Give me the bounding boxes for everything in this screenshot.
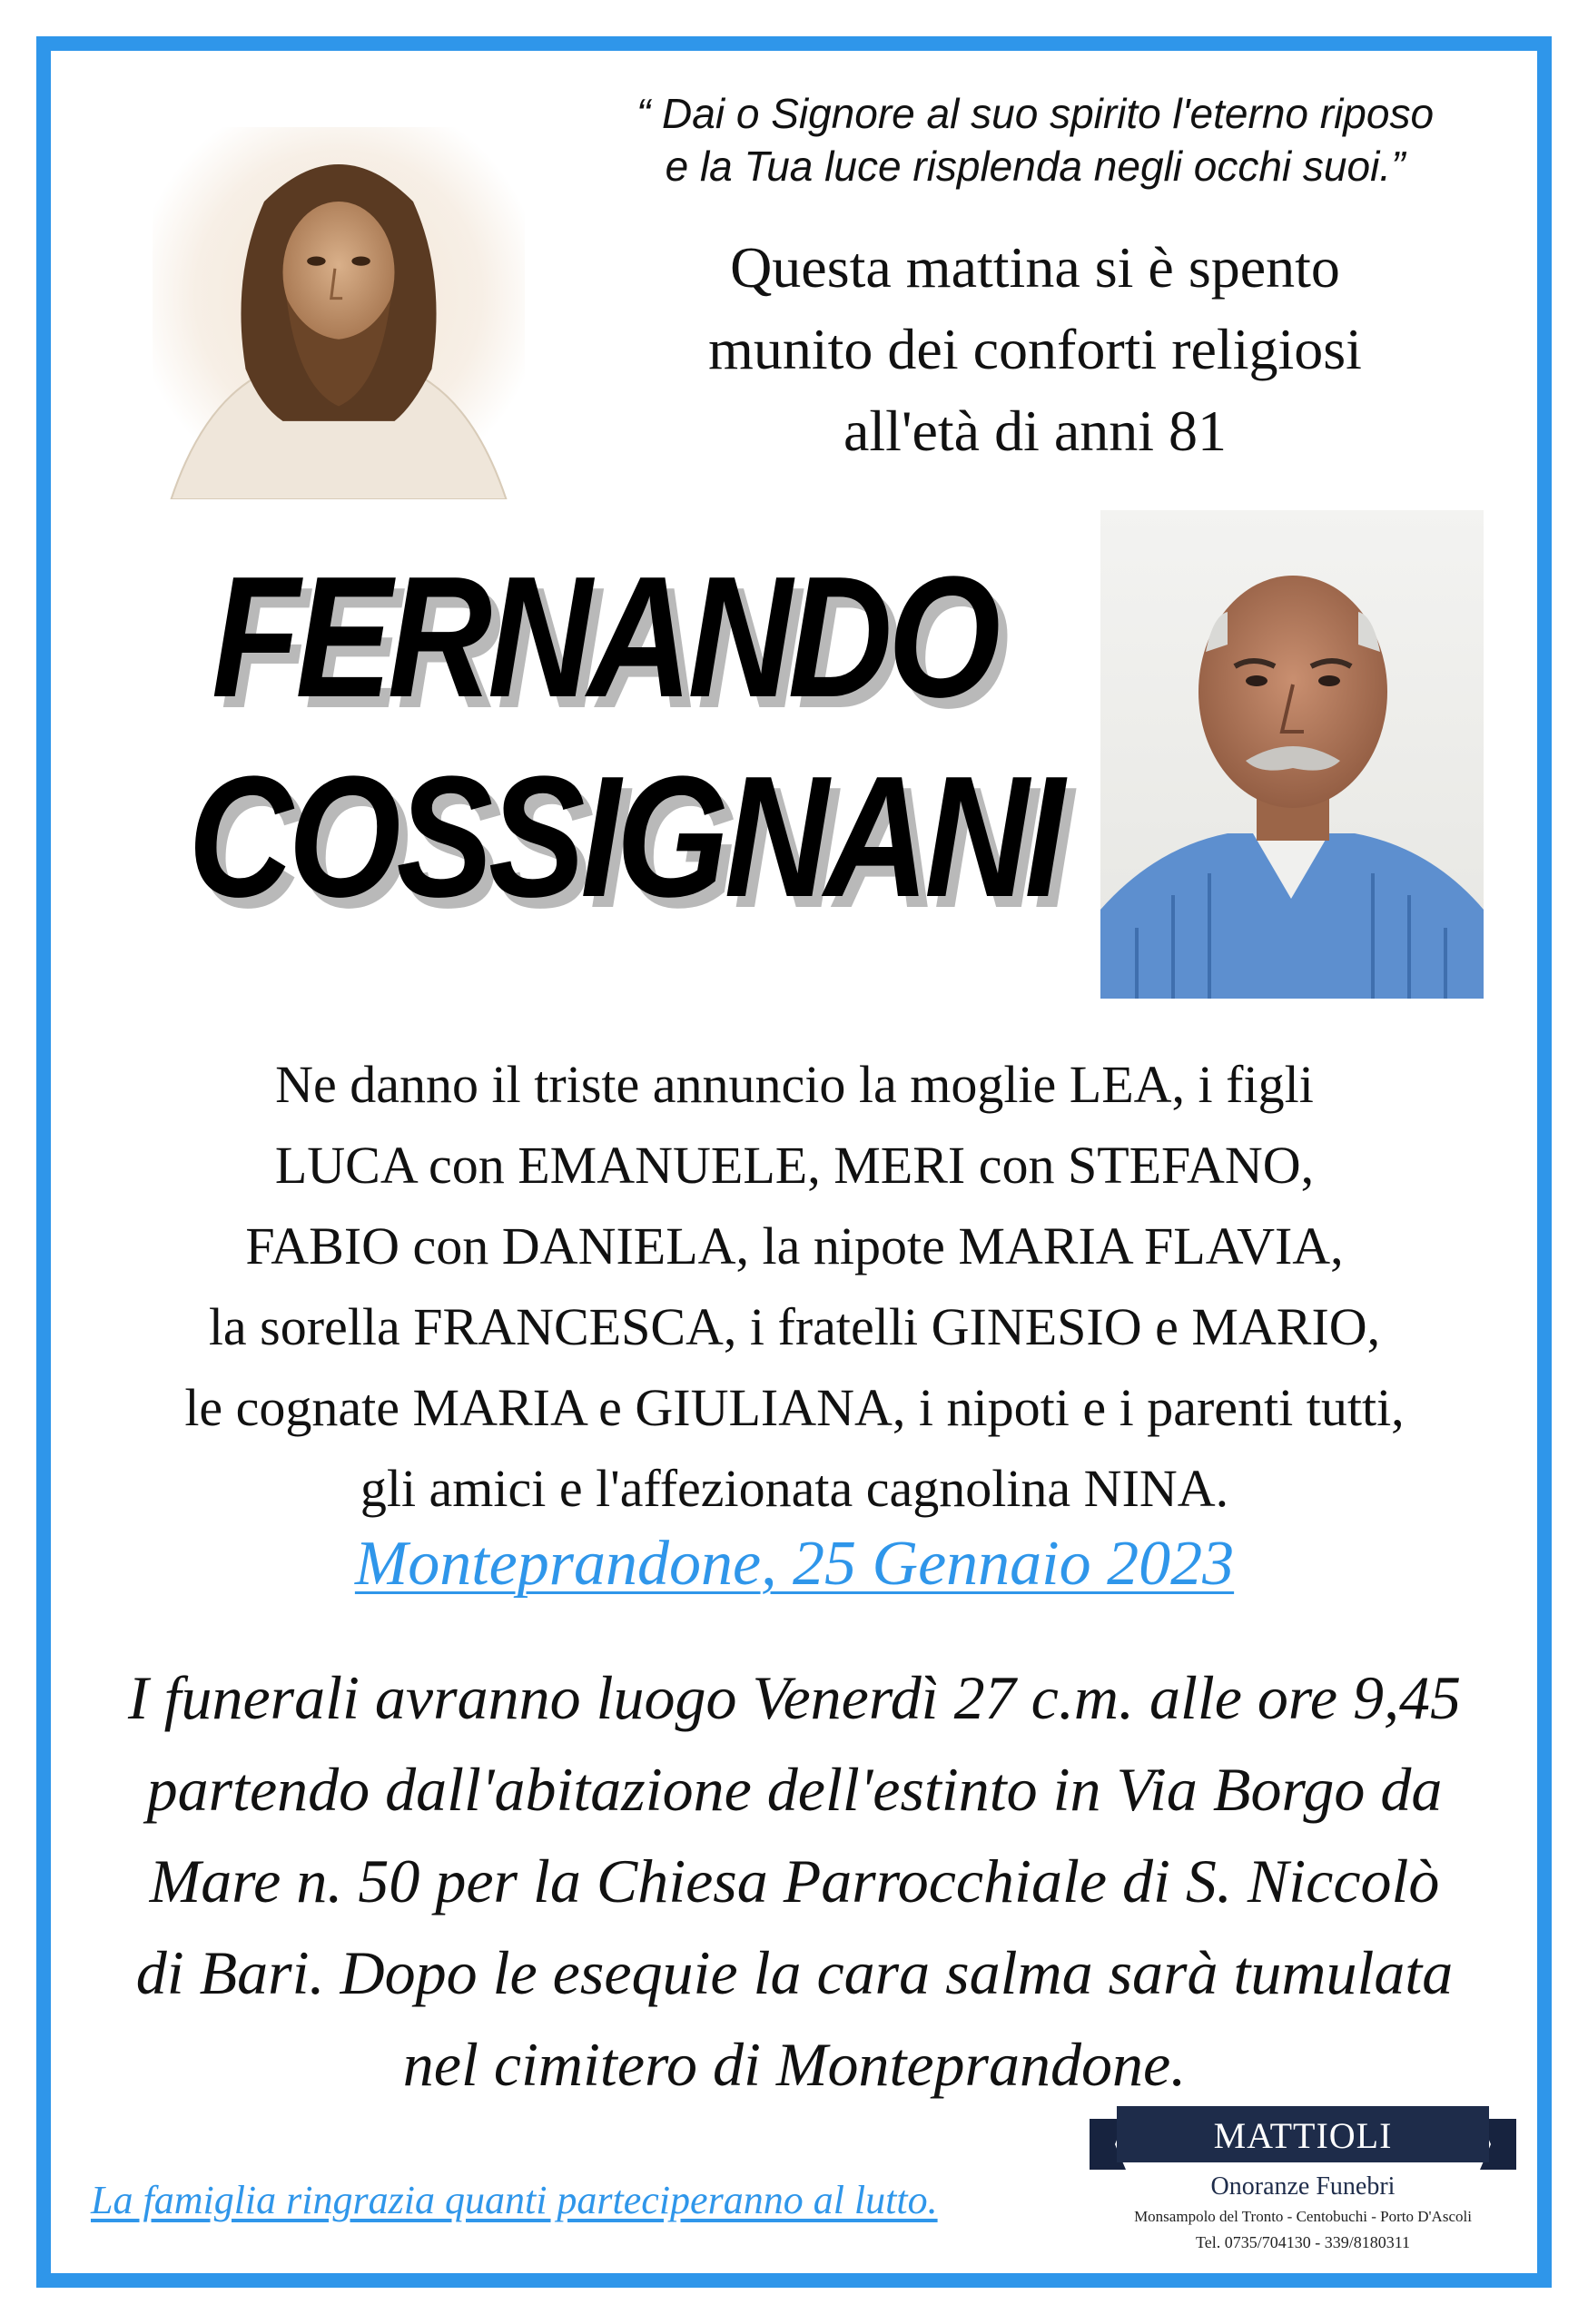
mattioli-logo <box>1090 2088 1516 2260</box>
intro-line: all'età di anni 81 <box>843 399 1228 463</box>
quote-line: “ Dai o Signore al suo spirito l'eterno riposo <box>636 90 1435 137</box>
announcement-text <box>54 1044 1534 1529</box>
announcement-line: la sorella FRANCESCA, i fratelli GINESIO e MARIO, <box>208 1297 1381 1356</box>
funeral-line: nel cimitero di Monteprandone. <box>402 2030 1187 2099</box>
quote-line: e la Tua luce risplenda negli occhi suoi.” <box>665 143 1406 190</box>
announcement-line: LUCA con EMANUELE, MERI con STEFANO, <box>274 1136 1315 1195</box>
funeral-line: di Bari. Dopo le esequie la cara salma sarà tumulata <box>135 1938 1454 2007</box>
announcement-line: Ne danno il triste annuncio la moglie LEA, i figli <box>275 1055 1314 1114</box>
announcement-line: le cognate MARIA e GIULIANA, i nipoti e i parenti tutti, <box>184 1378 1405 1437</box>
funeral-home-towns: Monsampolo del Tronto - Centobuchi - Porto D'Ascoli <box>1134 2208 1472 2225</box>
funeral-home-subtitle: Onoranze Funebri <box>1210 2172 1396 2201</box>
deceased-name <box>188 537 1060 937</box>
funeral-line: Mare n. 50 per la Chiesa Parrocchiale di S. Niccolò <box>149 1846 1440 1915</box>
intro-line: Questa mattina si è spento <box>730 235 1340 300</box>
announcement-line: FABIO con DANIELA, la nipote MARIA FLAVIA, <box>245 1216 1344 1275</box>
funeral-line: I funerali avranno luogo Venerdì 27 c.m. alle ore 9,45 <box>127 1663 1462 1732</box>
deceased-portrait-photo <box>1100 510 1484 999</box>
announcement-line: gli amici e l'affezionata cagnolina NINA. <box>360 1459 1229 1518</box>
family-thanks: La famiglia ringrazia quanti parteciperanno al lutto. <box>91 2178 938 2222</box>
funeral-home-phone: Tel. 0735/704130 - 339/8180311 <box>1195 2233 1411 2251</box>
funeral-details <box>54 1652 1534 2111</box>
last-name: COSSIGNANI <box>188 741 1060 933</box>
death-intro <box>554 227 1516 472</box>
prayer-quote <box>554 87 1516 192</box>
funeral-line: partendo dall'abitazione dell'estinto in Via Borgo da <box>146 1755 1443 1824</box>
funeral-home-name: MATTIOLI <box>1213 2115 1393 2156</box>
intro-line: munito dei conforti religiosi <box>708 317 1362 381</box>
first-name: FERNANDO <box>211 541 997 734</box>
place-date <box>54 1523 1534 1605</box>
place-date-text: Monteprandone, 25 Gennaio 2023 <box>354 1529 1235 1599</box>
jesus-portrait <box>153 127 525 499</box>
